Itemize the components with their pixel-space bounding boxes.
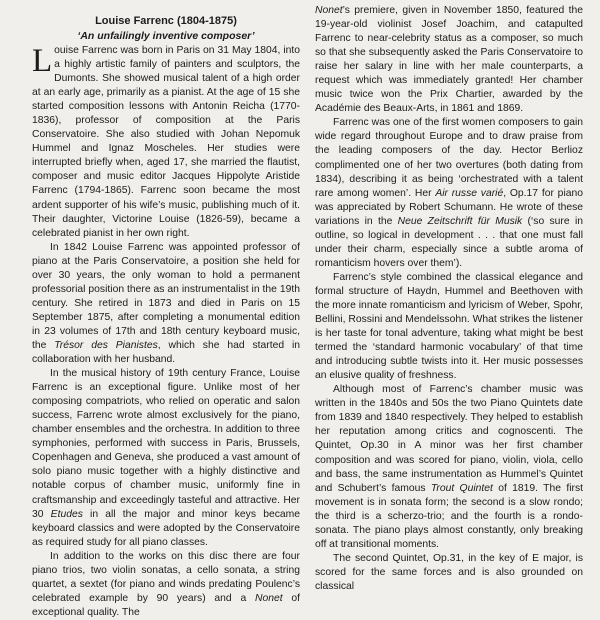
paragraph-professor: In 1842 Louise Farrenc was appointed professor of piano at the Paris Conservatoire, a position she held for over 30 years, the only woman to hold a permanent professorial position there as an instrumentalist in the 19th century. She retired in 1873 and died in Paris on 15 September 1875, after completing a monumental edition in 23 volumes of 17th and 18th century keyboard music, the Trésor des Pianistes, which she had started in collaboration with her husband. (32, 241, 300, 366)
paragraph-quintets: Although most of Farrenc’s chamber music was written in the 1840s and 50s the two Piano Quintets date from 1839 and 1840 respectively. They helped to establish her reputation among critics and cognoscenti. The Quintet, Op.30 in A minor was her first chamber composition and was scored for piano, violin, viola, cello and bass, the same instrumentation as Hummel’s Quintet and Schubert’s famous Trout Quintet of 1819. The first movement is in sonata form; the second is a slow rondo; the third is a scherzo-trio; and the fourth is a rondo-sonata. The piano plays almost constantly, only breaking off at transitional moments. (315, 384, 583, 550)
article-title: Louise Farrenc (1804-1875) (95, 15, 237, 27)
left-column (32, 14, 300, 620)
paragraph-nonet: Nonet’s premiere, given in November 1850, featured the 19-year-old violinist Josef Joachim, and catapulted Farrenc to near-celebrity status as a composer, so much so that she subsequently asked the Paris Conservatoire to raise her salary in line with her male counterparts, a request which was immediately granted! Her chamber music twice won the Prix Chartier, awarded by the Académie des Beaux-Arts, in 1861 and 1869. (315, 5, 583, 115)
paragraph-birth: Louise Farrenc was born in Paris on 31 May 1804, into a highly artistic family of painters and sculptors, the Dumonts. She showed musical talent of a high order at an early age, primarily as a pianist. At the age of 15 she started composition lessons with Antonin Reicha (1770-1836), professor of composition at the Paris Conservatoire. She also studied with Johan Nepomuk Hummel and Ignaz Moscheles. Her studies were interrupted briefly when, aged 17, she married the flautist, composer and music editor Jacques Hippolyte Aristide Farrenc (1794-1865). Farrenc soon became the most ardent supporter of his wife’s music, publishing much of it. Their daughter, Victorine Louise (1826-59), became a celebrated pianist in her own right. (32, 43, 300, 239)
paragraph-second-quintet: The second Quintet, Op.31, in the key of E major, is scored for the same forces and is also grounded on classical (315, 552, 583, 592)
paragraph-works: In addition to the works on this disc there are four piano trios, two violin sonatas, a cello sonata, a string quartet, a sextet (for piano and winds predating Poulenc’s celebrated example by 90 years) and a Nonet of exceptional quality. The (32, 550, 300, 618)
right-column (315, 4, 583, 594)
drop-cap: L (32, 43, 53, 79)
paragraph-reputation: Farrenc was one of the first women composers to gain wide regard throughout Europe and to draw praise from the leading composers of the day. Hector Berlioz complimented one of her two overtures (both dating from 1834), describing it as being ‘orchestrated with a talent rare among women’. Her Air russe varié, Op.17 for piano was appreciated by Robert Schumann. He wrote of these variations in the Neue Zeitschrift für Musik (‘so sure in outline, so logical in development . . . that one must fall under their charm, especially since a subtle aroma of romanticism hovers over them’). (315, 117, 583, 269)
article-subtitle: ‘An unfailingly inventive composer’ (77, 30, 255, 42)
paragraph-style: Farrenc’s style combined the classical elegance and formal structure of Haydn, Hummel and Beethoven with the more innate romanticism and lyricism of Weber, Spohr, Bellini, Rossini and Mendelssohn. What strikes the listener is her taste for tonal adventure, taking what might be best termed the ‘standard harmonic vocabulary’ of that time and introducing subtle twists into it. Her music possesses an elusive quality of freshness. (315, 271, 583, 382)
paragraph-history: In the musical history of 19th century France, Louise Farrenc is an exceptional figure. Unlike most of her composing compatriots, who relied on operatic and salon success, Farrenc wrote almost exclusively for the piano, chamber ensembles and the orchestra. In addition to three symphonies, performed with success in Paris, Brussels, Copenhagen and Geneva, she produced a vast amount of solo piano music together with a highly distinctive and notable corpus of chamber music, uniformly fine in craftsmanship and exceedingly tasteful and attractive. Her 30 Etudes in all the major and minor keys became keyboard classics and were adopted by the Conservatoire as required study for all piano classes. (32, 368, 300, 548)
